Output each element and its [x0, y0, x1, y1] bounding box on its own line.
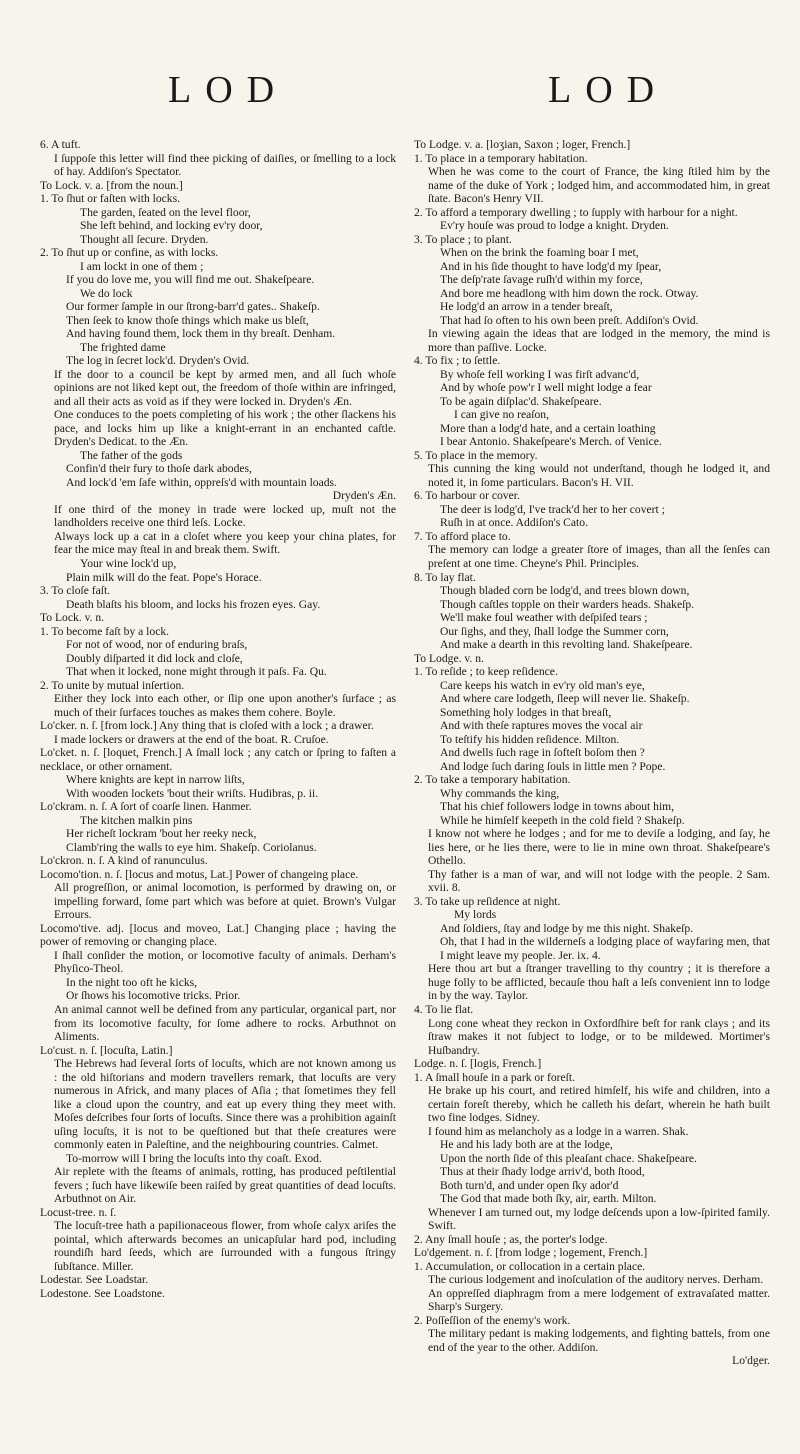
- dictionary-line: And by whoſe pow'r I well might lodge a fear: [440, 381, 652, 395]
- dictionary-line: The deſp'rate ſavage ruſh'd within my force,: [440, 273, 643, 287]
- dictionary-line: Lo'cker. n. ſ. [from lock.] Any thing that is cloſed with a lock ; a drawer.: [40, 719, 374, 733]
- dictionary-line: The father of the gods: [80, 448, 183, 462]
- dictionary-line: This cunning the king would not underſtand, though he lodged it, and noted it, in ſome particulars. Bacon's H. VII.: [428, 462, 770, 489]
- dictionary-line: Something holy lodges in that breaſt,: [440, 705, 612, 719]
- dictionary-line: I know not where he lodges ; and for me to deviſe a lodging, and ſay, he lies here, or he lies there, were to lie in mine own throat. Shakeſpeare's Othello.: [428, 827, 770, 868]
- dictionary-line: Thy father is a man of war, and will not lodge with the people. 2 Sam. xvii. 8.: [428, 867, 770, 895]
- dictionary-line: We'll make foul weather with deſpiſed tears ;: [440, 611, 648, 625]
- dictionary-line: All progreſſion, or animal locomotion, is performed by drawing on, or impelling forward, ſome part which was before at quiet. Brown's Vulgar Errours.: [54, 881, 396, 922]
- dictionary-line: 6. A tuft.: [40, 138, 81, 151]
- dictionary-line: Locomo'tion. n. ſ. [locus and motus, Lat.] Power of changeing place.: [40, 867, 359, 881]
- dictionary-line: 1. To place in a temporary habitation.: [414, 151, 588, 165]
- dictionary-line: He brake up his court, and retired himſelf, his wife and children, into a certain foreſt thereby, which he calleth his deſart, wherein he hath built two fine lodges. Sidney.: [428, 1084, 770, 1125]
- right-column: [414, 138, 770, 1438]
- dictionary-line: Lo'dger.: [732, 1354, 770, 1368]
- dictionary-line: The military pedant is making lodgements, and fighting battels, from one end of the year to the other. Addiſon.: [428, 1327, 770, 1354]
- dictionary-line: Your wine lock'd up,: [80, 556, 177, 570]
- dictionary-line: Oh, that I had in the wilderneſs a lodging place of wayfaring men, that I might leave my people. Jer. ix. 4.: [440, 935, 770, 962]
- dictionary-line: And with theſe raptures moves the vocal air: [440, 719, 643, 733]
- dictionary-line: Lodestone. See Loadstone.: [40, 1286, 165, 1300]
- dictionary-line: 2. Any ſmall houſe ; as, the porter's lodge.: [414, 1232, 608, 1246]
- dictionary-line: Upon the north ſide of this pleaſant chace. Shakeſpeare.: [440, 1151, 697, 1165]
- dictionary-line: By whoſe fell working I was firſt advanc'd,: [440, 367, 640, 381]
- dictionary-line: I bear Antonio. Shakeſpeare's Merch. of Venice.: [440, 435, 662, 449]
- dictionary-line: We do lock: [80, 286, 133, 300]
- dictionary-line: The kitchen malkin pins: [80, 813, 193, 827]
- dictionary-line: 2. To afford a temporary dwelling ; to ſupply with harbour for a night.: [414, 205, 738, 219]
- dictionary-line: I can give no reaſon,: [454, 408, 549, 422]
- dictionary-line: The God that made both ſky, air, earth. Milton.: [440, 1192, 657, 1206]
- dictionary-line: Where knights are kept in narrow liſts,: [66, 773, 245, 787]
- dictionary-line: He and his lady both are at the lodge,: [440, 1138, 613, 1152]
- page-header-right: LOD: [548, 69, 669, 111]
- dictionary-line: 3. To take up reſidence at night.: [414, 894, 561, 908]
- dictionary-line: 1. To ſhut or faſten with locks.: [40, 192, 181, 206]
- dictionary-line: An oppreſſed diaphragm from a mere lodgement of extravaſated matter. Sharp's Surgery.: [428, 1286, 770, 1314]
- dictionary-line: Care keeps his watch in ev'ry old man's eye,: [440, 678, 645, 692]
- dictionary-line: Why commands the king,: [440, 786, 560, 800]
- dictionary-line: Her richeſt lockram 'bout her reeky neck,: [66, 827, 257, 841]
- dictionary-line: Doubly diſparted it did lock and cloſe,: [66, 651, 243, 665]
- dictionary-line: I ſhall conſider the motion, or locomotive faculty of animals. Derham's Phyſico-Theol.: [54, 948, 396, 976]
- dictionary-line: Then ſeek to know thoſe things which make us bleſt,: [66, 313, 309, 327]
- dictionary-line: Lodestar. See Loadstar.: [40, 1273, 149, 1287]
- dictionary-line: An animal cannot well be defined from any particular, organical part, nor from its locomotive faculty, for ſome adhere to rocks. Arbuthnot on Aliments.: [54, 1003, 396, 1044]
- dictionary-line: 1. To become faſt by a lock.: [40, 624, 170, 638]
- dictionary-line: Lo'ckron. n. ſ. A kind of ranunculus.: [40, 854, 208, 868]
- dictionary-line: Confin'd their fury to thoſe dark abodes,: [66, 462, 252, 476]
- dictionary-line: Plain milk will do the feat. Pope's Horace.: [66, 570, 262, 584]
- dictionary-line: 2. To take a temporary habitation.: [414, 773, 571, 787]
- dictionary-line: That when it locked, none might through it paſs. Fa. Qu.: [66, 665, 327, 679]
- dictionary-line: More than a lodg'd hate, and a certain loathing: [440, 421, 656, 435]
- dictionary-line: 1. To reſide ; to keep reſidence.: [414, 665, 558, 679]
- dictionary-line: Lo'ckram. n. ſ. A ſort of coarſe linen. Hanmer.: [40, 800, 252, 814]
- dictionary-line: Either they lock into each other, or ſlip one upon another's ſurface ; as much of their ſurfaces touches as makes them cohere. Boyle.: [54, 692, 396, 719]
- dictionary-line: Or ſhows his locomotive tricks. Prior.: [66, 989, 241, 1003]
- dictionary-line: And bore me headlong with him down the rock. Otway.: [440, 286, 699, 300]
- dictionary-line: Death blaſts his bloom, and locks his frozen eyes. Gay.: [66, 597, 321, 611]
- dictionary-line: The Hebrews had ſeveral ſorts of locuſts, which are not known among us : the old hiſtorians and modern travellers remark, that locuſts are very numerous in Africk, and many places of Aſia ; that ſometimes they fell like a cloud upon the country, and eat up every thing they meet with. Moſes deſcribes four ſorts of locuſts. Since there was a prohibition againſt uſing locuſts, it is not to be queſtioned but that theſe creatures were commonly eaten in Paleſtine, and the neighbouring countries. Calmet.: [54, 1057, 396, 1152]
- dictionary-line: One conduces to the poets completing of his work ; the other ſlackens his pace, and locks him up like a knight-errant in an enchanted caſtle. Dryden's Dedicat. to the Æn.: [54, 408, 396, 449]
- dictionary-line: If one third of the money in trade were locked up, muſt not the landholders receive one third leſs. Locke.: [54, 502, 396, 530]
- dictionary-line: 5. To place in the memory.: [414, 448, 538, 462]
- dictionary-line: Always lock up a cat in a cloſet where you keep your china plates, for fear the mice may ſteal in and break them. Swift.: [54, 529, 396, 557]
- dictionary-line: I found him as melancholy as a lodge in a warren. Shak.: [428, 1124, 689, 1138]
- page-header-left: LOD: [168, 69, 289, 111]
- dictionary-line: The log in ſecret lock'd. Dryden's Ovid.: [66, 354, 250, 368]
- dictionary-line: In viewing again the ideas that are lodged in the memory, the mind is more than paſſive. Locke.: [428, 327, 770, 354]
- dictionary-line: The deer is lodg'd, I've track'd her to her covert ;: [440, 502, 665, 516]
- dictionary-line: 1. Accumulation, or collocation in a certain place.: [414, 1259, 646, 1273]
- dictionary-line: For not of wood, nor of enduring braſs,: [66, 638, 248, 652]
- dictionary-line: And ſoldiers, ſtay and lodge by me this night. Shakeſp.: [440, 921, 694, 935]
- dictionary-line: Ev'ry houſe was proud to lodge a knight. Dryden.: [440, 219, 669, 233]
- dictionary-line: When on the brink the foaming boar I met,: [440, 246, 639, 260]
- dictionary-line: Locust-tree. n. ſ.: [40, 1205, 117, 1219]
- dictionary-line: To Lodge. v. n.: [414, 651, 484, 665]
- dictionary-line: And dwells ſuch rage in ſofteſt boſom then ?: [440, 746, 645, 760]
- dictionary-line: To Lock. v. n.: [40, 611, 105, 625]
- dictionary-line: The locuſt-tree hath a papilionaceous flower, from whoſe calyx ariſes the pointal, which afterwards becomes an unicapſular hard pod, including roundiſh hard ſeeds, which are ſurrounded with a fungous ſtringy ſubſtance. Miller.: [54, 1219, 396, 1273]
- dictionary-line: When he was come to the court of France, the king ſtiled him by the name of the duke of York ; lodged him, and accommodated him, in great ſtate. Bacon's Henry VII.: [428, 165, 770, 206]
- dictionary-line: And having found them, lock them in thy breaſt. Denham.: [66, 327, 336, 341]
- dictionary-line: He lodg'd an arrow in a tender breaſt,: [440, 300, 613, 314]
- dictionary-line: 7. To afford place to.: [414, 529, 511, 543]
- dictionary-line: Our former ſample in our ſtrong-barr'd gates.. Shakeſp.: [66, 300, 320, 314]
- dictionary-line: Here thou art but a ſtranger travelling to thy country ; it is therefore a huge folly to be afflicted, becauſe thou haſt a leſs convenient inn to lodge in by the way. Taylor.: [428, 962, 770, 1003]
- dictionary-line: Lo'cust. n. ſ. [locuſta, Latin.]: [40, 1043, 173, 1057]
- dictionary-line: 8. To lay flat.: [414, 570, 476, 584]
- dictionary-line: I am lockt in one of them ;: [80, 259, 204, 273]
- dictionary-line: Our ſighs, and they, ſhall lodge the Summer corn,: [440, 624, 669, 638]
- dictionary-line: And lock'd 'em ſafe within, oppreſs'd with mountain loads.: [66, 475, 337, 489]
- dictionary-line: To-morrow will I bring the locuſts into thy coaſt. Exod.: [66, 1151, 322, 1165]
- dictionary-line: Air replete with the ſteams of animals, rotting, has produced peſtilential fevers ; ſuch have likewiſe been raiſed by great quantities of dead locuſts. Arbuthnot on Air.: [54, 1165, 396, 1206]
- dictionary-line: Though caſtles topple on their warders heads. Shakeſp.: [440, 597, 695, 611]
- dictionary-line: With wooden lockets 'bout their wriſts. Hudibras, p. ii.: [66, 786, 319, 800]
- dictionary-line: To be again diſplac'd. Shakeſpeare.: [440, 394, 602, 408]
- dictionary-line: Whenever I am turned out, my lodge deſcends upon a low-ſpirited family. Swift.: [428, 1205, 770, 1233]
- dictionary-line: To Lodge. v. a. [loʒian, Saxon ; loger, French.]: [414, 138, 631, 151]
- left-column: [40, 138, 396, 1438]
- dictionary-line: And lodge ſuch daring ſouls in little men ? Pope.: [440, 759, 666, 773]
- dictionary-line: Long cone wheat they reckon in Oxfordſhire beſt for rank clays ; and its ſtraw makes it not ſubject to lodge, or to be mildewed. Mortimer's Huſbandry.: [428, 1016, 770, 1057]
- dictionary-line: I made lockers or drawers at the end of the boat. R. Cruſoe.: [54, 732, 329, 746]
- dictionary-line: And make a dearth in this revolting land. Shakeſpeare.: [440, 638, 693, 652]
- dictionary-line: 2. Poſſeſſion of the enemy's work.: [414, 1313, 571, 1327]
- dictionary-line: 4. To fix ; to ſettle.: [414, 354, 501, 368]
- dictionary-line: 6. To harbour or cover.: [414, 489, 520, 503]
- dictionary-line: If you do love me, you will find me out. Shakeſpeare.: [66, 273, 315, 287]
- dictionary-line: Locomo'tive. adj. [locus and moveo, Lat.] Changing place ; having the power of removing or changing place.: [40, 921, 396, 949]
- dictionary-line: Lodge. n. ſ. [logis, French.]: [414, 1057, 542, 1071]
- dictionary-line: Lo'dgement. n. ſ. [from lodge ; logement, French.]: [414, 1246, 648, 1260]
- dictionary-line: The garden, ſeated on the level floor,: [80, 205, 251, 219]
- dictionary-line: My lords: [454, 908, 497, 922]
- dictionary-line: 3. To cloſe faſt.: [40, 584, 111, 598]
- dictionary-line: Both turn'd, and under open ſky ador'd: [440, 1178, 619, 1192]
- dictionary-line: 4. To lie flat.: [414, 1003, 474, 1016]
- dictionary-line: And where care lodgeth, ſleep will never lie. Shakeſp.: [440, 692, 690, 706]
- dictionary-line: To teſtify his hidden reſidence. Milton.: [440, 732, 620, 746]
- dictionary-line: Thought all ſecure. Dryden.: [80, 232, 209, 246]
- dictionary-line: To Lock. v. a. [from the noun.]: [40, 178, 183, 192]
- dictionary-line: The curious lodgement and inoſculation of the auditory nerves. Derham.: [428, 1273, 764, 1287]
- dictionary-line: That his chief followers lodge in towns about him,: [440, 800, 675, 814]
- dictionary-line: 3. To place ; to plant.: [414, 232, 512, 246]
- dictionary-line: She left behind, and locking ev'ry door,: [80, 219, 263, 233]
- dictionary-line: Thus at their ſhady lodge arriv'd, both ſtood,: [440, 1165, 645, 1179]
- dictionary-line: 2. To ſhut up or confine, as with locks.: [40, 246, 219, 260]
- dictionary-line: 1. A ſmall houſe in a park or foreſt.: [414, 1070, 575, 1084]
- dictionary-line: The frighted dame: [80, 340, 166, 354]
- dictionary-line: In the night too oft he kicks,: [66, 975, 198, 989]
- dictionary-line: Though bladed corn be lodg'd, and trees blown down,: [440, 584, 690, 598]
- dictionary-line: Dryden's Æn.: [332, 489, 396, 503]
- dictionary-line: Clamb'ring the walls to eye him. Shakeſp. Coriolanus.: [66, 840, 317, 854]
- dictionary-line: Lo'cket. n. ſ. [loquet, French.] A ſmall lock ; any catch or ſpring to faſten a necklace, or other ornament.: [40, 746, 396, 773]
- dictionary-line: And in his ſide thought to have lodg'd my ſpear,: [440, 259, 662, 273]
- dictionary-line: 2. To unite by mutual inſertion.: [40, 678, 185, 692]
- dictionary-line: While he himſelf keepeth in the cold field ? Shakeſp.: [440, 813, 685, 827]
- dictionary-line: If the door to a council be kept by armed men, and all ſuch whoſe opinions are not liked kept out, the freedom of thoſe within are infringed, and all their acts as void as if they were locked in. Dryden's Æn.: [54, 367, 396, 408]
- dictionary-line: Ruſh in at once. Addiſon's Cato.: [440, 516, 588, 530]
- dictionary-line: The memory can lodge a greater ſtore of images, than all the ſenſes can preſent at one time. Cheyne's Phil. Principles.: [428, 543, 770, 570]
- dictionary-line: That had ſo often to his own been preſt. Addiſon's Ovid.: [440, 313, 699, 327]
- dictionary-line: I ſuppoſe this letter will find thee picking of daiſies, or ſmelling to a lock of hay. Addiſon's Spectator.: [54, 151, 396, 179]
